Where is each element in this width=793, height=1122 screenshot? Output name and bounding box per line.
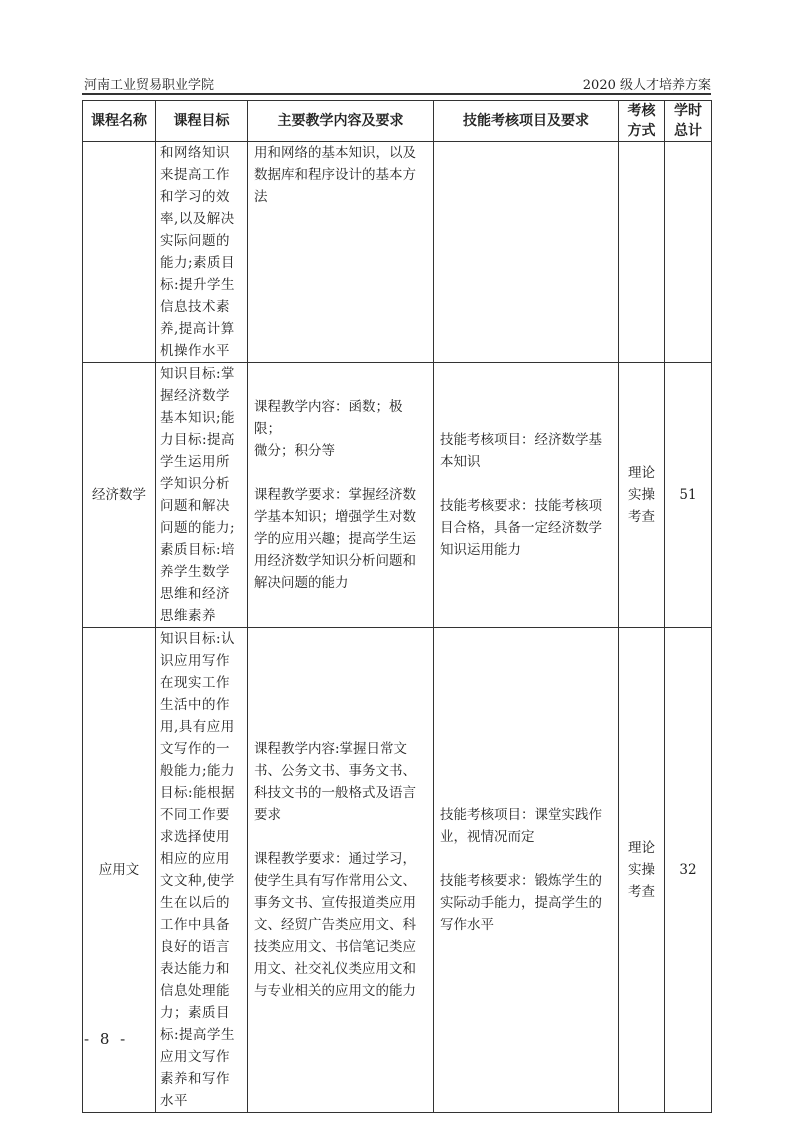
course-goal: 知识目标:认 识应用写作 在现实工作 生活中的作 用,具有应用 文写作的一 般能力;能力 目标:能根据 不同工作要 求选择使用 相应的应用 文文种,使学 生在以后的 工作中具备 良好的语言 表达能力和 信息处理能 力；素质目 标:提高学生 应用文写作 素养和写作 水平 — [156, 628, 248, 1113]
header-institution: 河南工业贸易职业学院 — [84, 78, 215, 93]
col-header-course-goal: 课程目标 — [156, 101, 248, 142]
header-document-title: 2020 级人才培养方案 — [582, 78, 711, 93]
table-row — [83, 628, 712, 1113]
col-header-method: 考核 方式 — [619, 101, 665, 142]
total-hours: 32 — [665, 628, 712, 1113]
course-content: 课程教学内容：函数；极限； 微分；积分等 课程教学要求：掌握经济数 学基本知识；增强学生对数 学的应用兴趣；提高学生运 用经济数学知识分析问题和 解决问题的能力 — [248, 363, 434, 628]
assessment-method: 理论 实操 考查 — [619, 628, 665, 1113]
course-content: 用和网络的基本知识，以及 数据库和程序设计的基本方 法 — [248, 142, 434, 363]
col-header-skills: 技能考核项目及要求 — [434, 101, 619, 142]
table-row — [83, 363, 712, 628]
header-rule — [82, 93, 711, 95]
course-goal: 和网络知识 来提高工作 和学习的效 率,以及解决 实际问题的 能力;素质目 标:提升学生 信息技术素 养,提高计算 机操作水平 — [156, 142, 248, 363]
col-header-hours: 学时 总计 — [665, 101, 712, 142]
col-header-course-name: 课程名称 — [83, 101, 156, 142]
course-name: 应用文 — [83, 628, 156, 1113]
table-row — [83, 142, 712, 363]
course-name: 经济数学 — [83, 363, 156, 628]
course-table — [82, 100, 712, 1113]
table-header-row — [83, 101, 712, 142]
course-skills: 技能考核项目：经济数学基 本知识 技能考核要求：技能考核项 目合格，具备一定经济数学 知识运用能力 — [434, 363, 619, 628]
assessment-method: 理论 实操 考查 — [619, 363, 665, 628]
assessment-method — [619, 142, 665, 363]
total-hours: 51 — [665, 363, 712, 628]
course-goal: 知识目标:掌 握经济数学 基本知识;能 力目标:提高 学生运用所 学知识分析 问题和解决 问题的能力; 素质目标:培 养学生数学 思维和经济 思维素养 — [156, 363, 248, 628]
course-skills: 技能考核项目：课堂实践作 业，视情况而定 技能考核要求：锻炼学生的 实际动手能力，提高学生的 写作水平 — [434, 628, 619, 1113]
col-header-content: 主要教学内容及要求 — [248, 101, 434, 142]
course-skills — [434, 142, 619, 363]
total-hours — [665, 142, 712, 363]
course-content: 课程教学内容:掌握日常文 书、公务文书、事务文书、 科技文书的一般格式及语言 要求 课程教学要求：通过学习， 使学生具有写作常用公文、 事务文书、宣传报道类应用 文、经贸广告类应用文、科 技类应用文、书信笔记类应 用文、社交礼仪类应用文和 与专业相关的应用文的能力 — [248, 628, 434, 1113]
page-number: - 8 - — [84, 1030, 129, 1048]
course-name — [83, 142, 156, 363]
